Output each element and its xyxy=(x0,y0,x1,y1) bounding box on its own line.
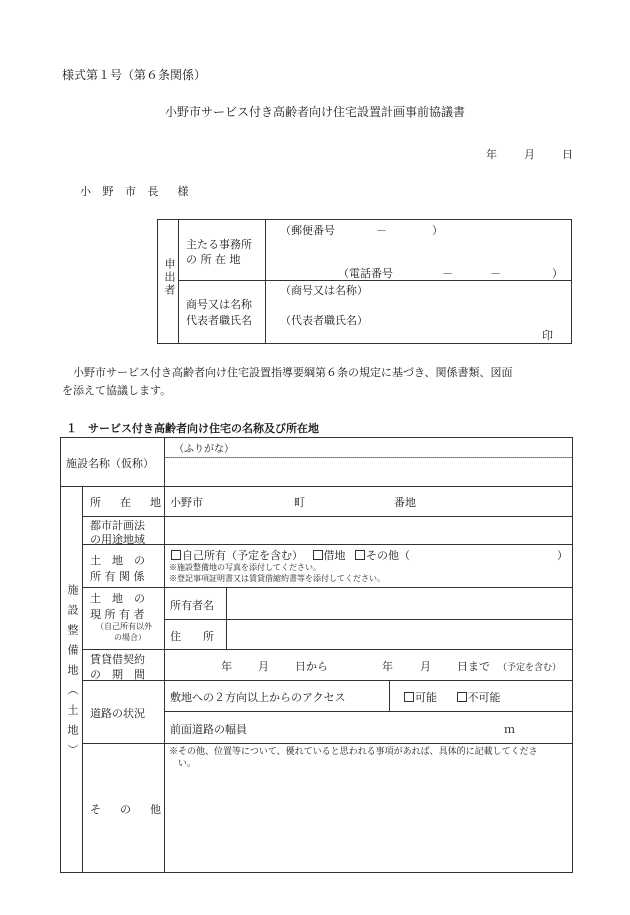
zoning-label-1: 都市計画法 xyxy=(90,519,145,532)
owner-label-3: （自己所有以外 xyxy=(96,622,152,631)
access-yes-label: 可能 xyxy=(415,691,437,704)
location-city: 小野市 xyxy=(170,496,203,509)
seal-mark: 印 xyxy=(542,329,553,342)
road-width-unit: ｍ xyxy=(504,723,515,736)
company-hint: （商号又は名称） xyxy=(280,284,368,297)
lease-day-to: 日まで xyxy=(457,660,490,673)
own-note-2: ※登記事項証明書又は賃貸借縮約書等を添付してください。 xyxy=(169,574,385,583)
location-banchi: 番地 xyxy=(394,496,416,509)
owner-name-field[interactable] xyxy=(228,588,571,618)
furigana-label: （ふりがな） xyxy=(174,444,234,455)
other-note-1: ※その他、位置等について、優れていると思われる事項があれば、具体的に記載してくださ xyxy=(169,747,538,757)
zoning-field[interactable] xyxy=(166,517,571,543)
office-label-2: の 所 在 地 xyxy=(186,253,241,266)
location-field[interactable] xyxy=(166,487,571,515)
access-label: 敷地への２方向以上からのアクセス xyxy=(170,691,346,704)
form-number: 様式第１号（第６条関係） xyxy=(62,68,207,82)
own-close-paren: ） xyxy=(557,549,568,562)
facility-name-field[interactable] xyxy=(166,459,571,485)
location-label: 所 在 地 xyxy=(90,496,165,509)
owner-address-label: 住 所 xyxy=(170,630,214,643)
office-address-field[interactable] xyxy=(268,220,570,279)
access-yes-checkbox[interactable] xyxy=(404,692,414,702)
lease-label-2: の 期 間 xyxy=(90,668,145,681)
lease-day-from: 日から xyxy=(295,660,328,673)
own-other-field[interactable] xyxy=(396,547,556,560)
site-label: 施設整備地（土地） xyxy=(66,584,79,764)
facility-name-label: 施設名称（仮称） xyxy=(66,457,154,470)
intro-line-2: を添えて協議します。 xyxy=(62,384,172,397)
own-option-1-label: 自己所有（予定を含む） xyxy=(182,549,303,562)
zoning-label-2: の用途地域 xyxy=(90,533,145,546)
own-note-1: ※施設整備地の写真を添付してください。 xyxy=(169,563,321,572)
addressee: 小 野 市 長 様 xyxy=(80,185,193,198)
own-option-3-label: その他（ xyxy=(366,549,410,562)
owner-label-1: 土 地 の xyxy=(90,592,145,605)
company-name-field[interactable] xyxy=(268,281,570,342)
intro-line-1: 小野市サービス付き高齢者向け住宅設置指導要綱第６条の規定に基づき、関係書類、図面 xyxy=(73,366,513,379)
date-month[interactable]: 月 xyxy=(524,148,535,161)
lease-period-field[interactable] xyxy=(166,650,571,679)
owner-label-4: の場合） xyxy=(114,633,146,642)
phone-dash-2: － xyxy=(490,267,501,280)
other-label: そ の 他 xyxy=(90,803,165,816)
access-no-checkbox[interactable] xyxy=(457,692,467,702)
name-label-2: 代表者職氏名 xyxy=(186,314,252,327)
postal-close: ） xyxy=(432,224,443,237)
own-option-3-checkbox[interactable] xyxy=(355,550,365,560)
other-note-2: い。 xyxy=(178,759,197,769)
ownership-label-1: 土 地 の xyxy=(90,554,145,567)
ownership-label-2: 所 有 関 係 xyxy=(90,570,145,583)
own-option-1-checkbox[interactable] xyxy=(171,550,181,560)
road-width-label: 前面道路の幅員 xyxy=(170,723,247,736)
office-label-1: 主たる事務所 xyxy=(186,238,252,251)
access-no-label: 不可能 xyxy=(467,691,501,704)
date-day[interactable]: 日 xyxy=(562,148,573,161)
applicant-label: 申出者 xyxy=(163,258,176,297)
owner-label-2: 現 所 有 者 xyxy=(90,608,145,621)
other-field[interactable] xyxy=(166,770,571,870)
own-option-2-checkbox[interactable] xyxy=(313,550,323,560)
postal-dash: － xyxy=(376,224,387,237)
section1-heading: １ サービス付き高齢者向け住宅の名称及び所在地 xyxy=(66,422,319,435)
owner-address-field[interactable] xyxy=(228,620,571,648)
postal-prefix: （郵便番号 xyxy=(280,224,335,237)
access-options xyxy=(404,689,501,705)
phone-prefix: （電話番号 xyxy=(338,267,393,280)
phone-close: ） xyxy=(552,267,563,280)
representative-hint: （代表者職氏名） xyxy=(280,314,368,327)
location-town: 町 xyxy=(294,496,305,509)
lease-label-1: 賃貸借契約 xyxy=(90,653,145,666)
lease-month-2: 月 xyxy=(420,660,431,673)
own-option-2-label: 借地 xyxy=(323,549,346,562)
phone-dash-1: － xyxy=(442,267,453,280)
lease-note: （予定を含む） xyxy=(498,663,562,673)
lease-year-2: 年 xyxy=(382,660,393,673)
road-width-field[interactable] xyxy=(280,713,500,741)
document-title: 小野市サービス付き高齢者向け住宅設置計画事前協議書 xyxy=(164,105,465,119)
owner-name-label: 所有者名 xyxy=(170,599,214,612)
lease-month-1: 月 xyxy=(258,660,269,673)
date-year[interactable]: 年 xyxy=(486,148,497,161)
ownership-options xyxy=(171,547,410,563)
road-label: 道路の状況 xyxy=(90,707,145,720)
name-label-1: 商号又は名称 xyxy=(186,298,252,311)
lease-year-1: 年 xyxy=(221,660,232,673)
